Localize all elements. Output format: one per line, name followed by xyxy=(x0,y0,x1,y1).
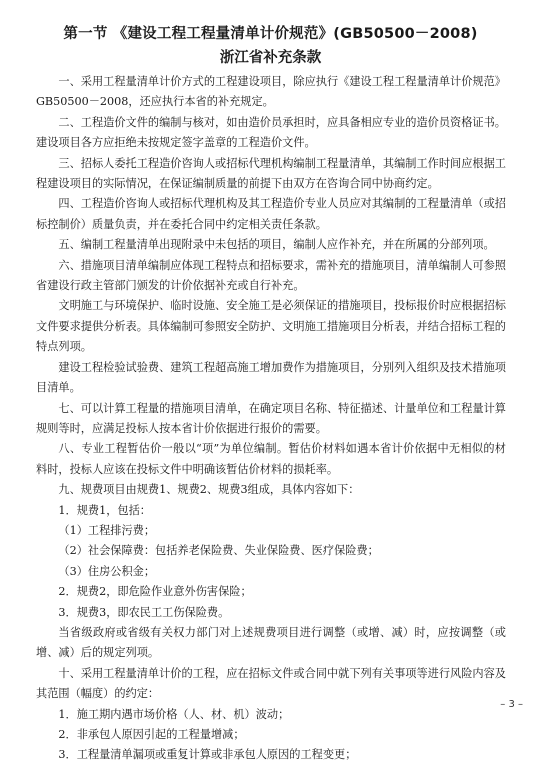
clause-9-item-1-2: （2）社会保障费：包括养老保险费、失业保险费、医疗保险费； xyxy=(58,544,379,558)
clause-9-item-2: 2．规费2，即危险作业意外伤害保险； xyxy=(58,585,252,599)
clause-9-item-1-1: （1）工程排污费； xyxy=(58,523,156,537)
section-subtitle: 浙江省补充条款 xyxy=(219,50,322,66)
section-title: 第一节 《建设工程工程量清单计价规范》(GB50500－2008) xyxy=(63,26,478,42)
clause-6-note-2: 建设工程检验试验费、建筑工程超高施工增加费作为措施项目，分别列入组织及技术措施项目清单。 xyxy=(36,360,506,395)
clause-1: 一、采用工程量清单计价方式的工程建设项目，除应执行《建设工程工程量清单计价规范》GB50500－2008，还应执行本省的补充规定。 xyxy=(36,75,506,109)
clause-9-item-1-3: （3）住房公积金； xyxy=(58,564,156,578)
clause-10-item-3: 3．工程量清单漏项或重复计算或非承包人原因的工程变更； xyxy=(58,748,357,762)
clause-2: 二、工程造价文件的编制与核对，如由造价员承担时，应具备相应专业的造价员资格证书。建设项目各方应拒绝未按规定签字盖章的工程造价文件。 xyxy=(36,115,506,150)
clause-8: 八、专业工程暂估价一般以“项”为单位编制。暂估价材料如遇本省计价依据中无相似的材料时，投标人应该在投标文件中明确该暂估价材料的损耗率。 xyxy=(36,442,506,476)
document-body xyxy=(36,72,506,766)
clause-10-item-2: 2．非承包人原因引起的工程量增减； xyxy=(58,728,245,741)
clause-5: 五、编制工程量清单出现附录中未包括的项目，编制人应作补充，并在所属的分部列项。 xyxy=(58,238,495,252)
clause-3: 三、招标人委托工程造价咨询人或招标代理机构编制工程量清单，其编制工作时间应根据工程建设项目的实际情况，在保证编制质量的前提下由双方在咨询合同中协商约定。 xyxy=(36,156,506,191)
clause-10-item-1: 1．施工期内遇市场价格（人、材、机）波动； xyxy=(58,707,290,721)
clause-9-item-1: 1．规费1，包括： xyxy=(58,503,151,517)
clause-6-note-1: 文明施工与环境保护、临时设施、安全施工是必须保证的措施项目，投标报价时应根据招标文件要求提供分析表。具体编制可参照安全防护、文明施工措施项目分析表，并结合招标工程的特点列项。 xyxy=(36,299,506,354)
page-number: – 3 – xyxy=(500,699,523,710)
clause-6: 六、措施项目清单编制应体现工程特点和招标要求，需补充的措施项目，清单编制人可参照省建设行政主管部门颁发的计价依据补充或自行补充。 xyxy=(36,258,506,293)
clause-10: 十、采用工程量清单计价的工程，应在招标文件或合同中就下列有关事项等进行风险内容及其范围（幅度）的约定： xyxy=(36,666,506,701)
clause-4: 四、工程造价咨询人或招标代理机构及其工程造价专业人员应对其编制的工程量清单（或招标控制价）质量负责，并在委托合同中约定相关责任条款。 xyxy=(36,197,506,231)
clause-7: 七、可以计算工程量的措施项目清单，在确定项目名称、特征描述、计量单位和工程量计算规则等时，应满足投标人按本省计价依据进行报价的需要。 xyxy=(36,401,506,435)
clause-9-note: 当省级政府或省级有关权力部门对上述规费项目进行调整（或增、减）时，应按调整（或增、减）后的规定列项。 xyxy=(36,625,506,660)
clause-9-item-3: 3．规费3，即农民工工伤保险费。 xyxy=(58,605,230,619)
clause-9: 九、规费项目由规费1、规费2、规费3组成，具体内容如下： xyxy=(58,483,360,497)
